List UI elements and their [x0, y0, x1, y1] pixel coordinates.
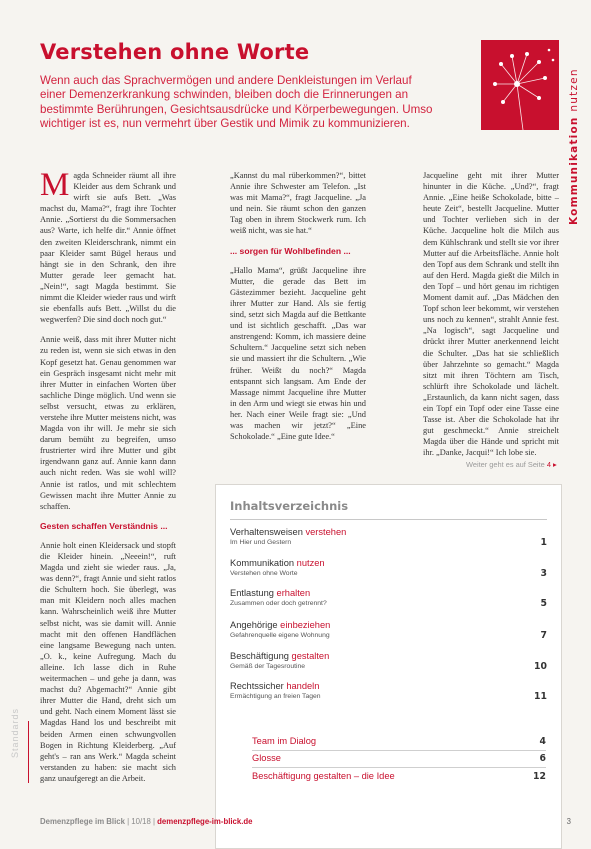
toc-divider	[230, 519, 547, 520]
toc-entry-heading	[230, 620, 547, 630]
toc-entry[interactable]	[230, 588, 547, 607]
continued-text: Weiter geht es auf Seite	[466, 460, 545, 469]
article-paragraph: Jacqueline geht mit ihrer Mutter hinunter in die Küche. „Und?“, fragt Annie. „Eine heiße Schokolade, bitte – heute Zeit“, bestellt Jacqueline. Mutter und Tochter verlieben sich in der Küche. Jacqueline holt die Milch aus dem Kühlschrank und stellt sie vor ihrer Mutter auf die Arbeitsfläche. Annie holt den Topf aus dem Schrank und stellt ihn auf den Herd. Magda gießt die Milch in den Topf – und hört genau im richtigen Moment damit auf. „Das Mädchen den Topf schon leer bekommt, wir verstehen uns noch zu kennen“, strahlt Annie fest. „Na logisch“, sagt Jacqueline und drückt ihrer Mutter anerkennend leicht die Schulter. „Das hat sie schließlich über Jahrzehnte so gemacht.“ Magda sitzt mit ihren Töchtern am Tisch, schlürft ihre Schokolade und lächelt. „Erstaunlich, da kann nicht sagen, dass ein Topf ein Topf oder eine Tasse eine Tasse ist. Aber die Schokolade hat ihr gut geschmeckt.“ Annie streichelt Magda über die Hände und spricht mit ihr. „Danke, Jacqui!“ Ich lobe sie.	[423, 171, 559, 458]
toc-entry-head: Beschäftigung	[230, 651, 289, 661]
toc-entry-heading	[230, 558, 547, 568]
toc-standards-label: Standards	[10, 707, 20, 758]
toc-title: Inhaltsverzeichnis	[230, 499, 349, 513]
toc-page-number: 7	[540, 630, 547, 641]
toc-entry-heading	[230, 651, 547, 661]
toc-entry-head: Rechtssicher	[230, 681, 284, 691]
article-column-1	[40, 167, 176, 793]
toc-entry-subtitle: Ermächtigung an freien Tagen	[230, 693, 321, 700]
footer-journal: Demenzpflege im Blick	[40, 817, 125, 826]
toc-entry-subtitle: Verstehen ohne Worte	[230, 570, 298, 577]
toc-entry-accent: erhalten	[276, 588, 311, 598]
article-paragraph: „Kannst du mal rüberkommen?“, bittet Annie ihre Schwester am Telefon. „Ist was mit Mama?“, fragt Jacqueline. „Ja und nein. Sie räumt schon den ganzen Tag oben in ihrem Stockwerk rum. Ich weiß nicht, was sie hat.“	[230, 171, 366, 236]
article-lead: Wenn auch das Sprachvermögen und andere Denkleistungen im Verlauf einer Demenzerkrankung schwinden, bleiben doch die Erinnerungen an bestimmte Berührungen, Gesichtsausdrücke und Körperbewegungen. Umso wichtiger ist es, nun vermehrt über Gestik und Mimik zu kommunizieren.	[40, 74, 433, 130]
article-title: Verstehen ohne Worte	[40, 40, 310, 64]
toc-entry-accent: verstehen	[305, 527, 347, 537]
toc-page-number: 5	[540, 598, 547, 609]
toc-entry-head: Entlastung	[230, 588, 274, 598]
toc-entry-heading	[230, 527, 547, 537]
article-paragraph: „Hallo Mama“, grüßt Jacqueline ihre Mutter, die gerade das Bett im Gästezimmer bezieht. Jacqueline geht ihrer Mutter zur Hand. Als sie fertig sind, setzt sich Magda auf die Bettkante und ist sichtlich geschafft. „Das war anstrengend: Komm, ich massiere deine Schultern.“ Jacqueline setzt sich neben sie und massiert ihr die Schultern. „Wie früher. Weißt du noch?“ Magda entspannt sich langsam. Am Ende der Massage nimmt Jacqueline ihre Mutter in den Arm und wiegt sie etwas hin und her. Nach einer Weile fragt sie: „Und was machen wir jetzt?“ „Eine Schokolade.“ „Eine gute Idee.“	[230, 265, 366, 442]
toc-entry-subtitle: Zusammen oder doch getrennt?	[230, 600, 327, 607]
toc-standard-label: Team im Dialog	[252, 736, 317, 746]
side-label-bold: Kommunikation	[568, 116, 580, 225]
toc-entry-accent: einbeziehen	[280, 620, 331, 630]
toc-entry-accent: handeln	[286, 681, 320, 691]
toc-standard-page: 6	[539, 753, 546, 764]
toc-standard-page: 12	[533, 771, 546, 782]
toc-entry-head: Angehörige	[230, 620, 278, 630]
toc-page-number: 1	[540, 537, 547, 548]
toc-entry-accent: nutzen	[296, 558, 325, 568]
continued-arrow: 4 ▸	[546, 460, 557, 469]
article-paragraph: Annie weiß, dass mit ihrer Mutter nicht zu reden ist, wenn sie sich etwas in den Kopf gesetzt hat. Genau genommen war ein Gespräch insgesamt nicht mehr mit ihrer Mutter in einfachen Worten über sachliche Dinge möglich. Und wenn sie selbst versucht, etwas zu erklären, verstehe ihre Mutter meistens nicht, was Magda von ihr will. Je mehr sie sich darum bemüht zu begreifen, umso frustrierter wird ihre Mutter und gibt irgendwann ganz auf. Annie kann dann auch nicht reden. Was sie wohl will? Annie ist ratlos, und mit schlechtem Gewissen macht ihre Mutter Annie zu schaffen.	[40, 335, 176, 511]
toc-standard-item[interactable]	[252, 736, 546, 746]
toc-standard-item[interactable]	[252, 753, 546, 763]
toc-entry[interactable]	[230, 651, 547, 670]
toc-entry-heading	[230, 681, 547, 691]
footer-issue: | 10/18 |	[124, 817, 158, 826]
toc-standard-label: Glosse	[252, 753, 281, 763]
article-paragraph: Annie holt einen Kleidersack und stopft die Kleider hinein. „Neeein!“, ruft Magda und zieht sie wieder raus. „Ja, was denn?“, fragt Annie und sieht ratlos die Schultern hoch. Sie überlegt, was man mit Kleidern noch alles machen kann. Wahrscheinlich weiß ihre Mutter selbst nicht, was sie damit will. Annie macht mit den offenen Handflächen eine langsame Bewegung nach unten. „O. k., keine Aufregung. Mach du alleine. Ich lasse dich in Ruhe weitermachen – und gehe ja dann, was machst du? Abgemacht?“ Annie gibt ihrer Mutter die Hand, dreht sich um und geht. Nach einem Moment lässt sie Magdas Hand los und beschreibt mit beiden Armen einen schwungvollen Bogen in Richtung Kleiderberg. „Auf geht's – ran ans Werk.“ Magda scheint verstanden zu haben: sie macht sich ganz unaufgeregt an die Arbeit.	[40, 540, 176, 783]
dandelion-illustration	[481, 40, 559, 130]
toc-standards-bar	[28, 721, 29, 783]
toc-standard-label: Beschäftigung gestalten – die Idee	[252, 771, 395, 781]
paragraph-text: agda Schneider räumt all ihre Kleider aus dem Schrank und wirft sie aufs Bett. „Was machst du, Mama?“, fragt ihre Tochter Annie. „Sortierst du die Sommersachen aus? Warte, ich helfe dir.“ Annie öffnet den zweiten Kleiderschrank, nimmt ein paar Kleider samt Bügel heraus und hängt sie in den Schrank, den ihre Mutter gerade leer gemacht hat. „Nein!“, sagt Magda bestimmt. Sie nimmt die Kleider wieder raus und wirft sie ebenfalls aufs Bett. „Willst du die wegwerfen? Die sind doch noch gut.“	[40, 171, 176, 325]
footer-url[interactable]: demenzpflege-im-blick.de	[157, 817, 253, 826]
side-label-thin: nutzen	[568, 68, 580, 112]
article-paragraph	[40, 167, 176, 325]
toc-entry[interactable]	[230, 681, 547, 700]
toc-entry-subtitle: Im Hier und Gestern	[230, 539, 292, 546]
table-of-contents	[215, 484, 562, 849]
drop-cap: M	[40, 167, 70, 203]
page-footer	[40, 817, 253, 826]
toc-standard-item[interactable]	[252, 771, 546, 781]
toc-entry-head: Kommunikation	[230, 558, 295, 568]
toc-entry[interactable]	[230, 558, 547, 577]
article-column-2	[230, 170, 366, 451]
toc-entry[interactable]	[230, 620, 547, 639]
toc-page-number: 11	[534, 691, 547, 702]
toc-entry-accent: gestalten	[291, 651, 330, 661]
toc-entry-head: Verhaltensweisen	[230, 527, 303, 537]
toc-entry-subtitle: Gemäß der Tagesroutine	[230, 663, 306, 670]
section-side-label	[568, 68, 580, 225]
toc-standards-divider	[252, 750, 546, 751]
article-subheading: ... sorgen für Wohlbefinden ...	[230, 245, 351, 256]
dandelion-icon	[481, 40, 559, 130]
toc-standards-divider	[252, 767, 546, 768]
toc-entry-heading	[230, 588, 547, 598]
toc-standard-page: 4	[539, 736, 546, 747]
toc-page-number: 10	[534, 661, 547, 672]
toc-page-number: 3	[540, 568, 547, 579]
page-number: 3	[566, 817, 571, 826]
article-column-3	[423, 170, 559, 467]
toc-entry-subtitle: Gefahrenquelle eigene Wohnung	[230, 632, 330, 639]
continued-note	[466, 460, 557, 469]
toc-entry[interactable]	[230, 527, 547, 546]
article-subheading: Gesten schaffen Verständnis ...	[40, 520, 168, 531]
